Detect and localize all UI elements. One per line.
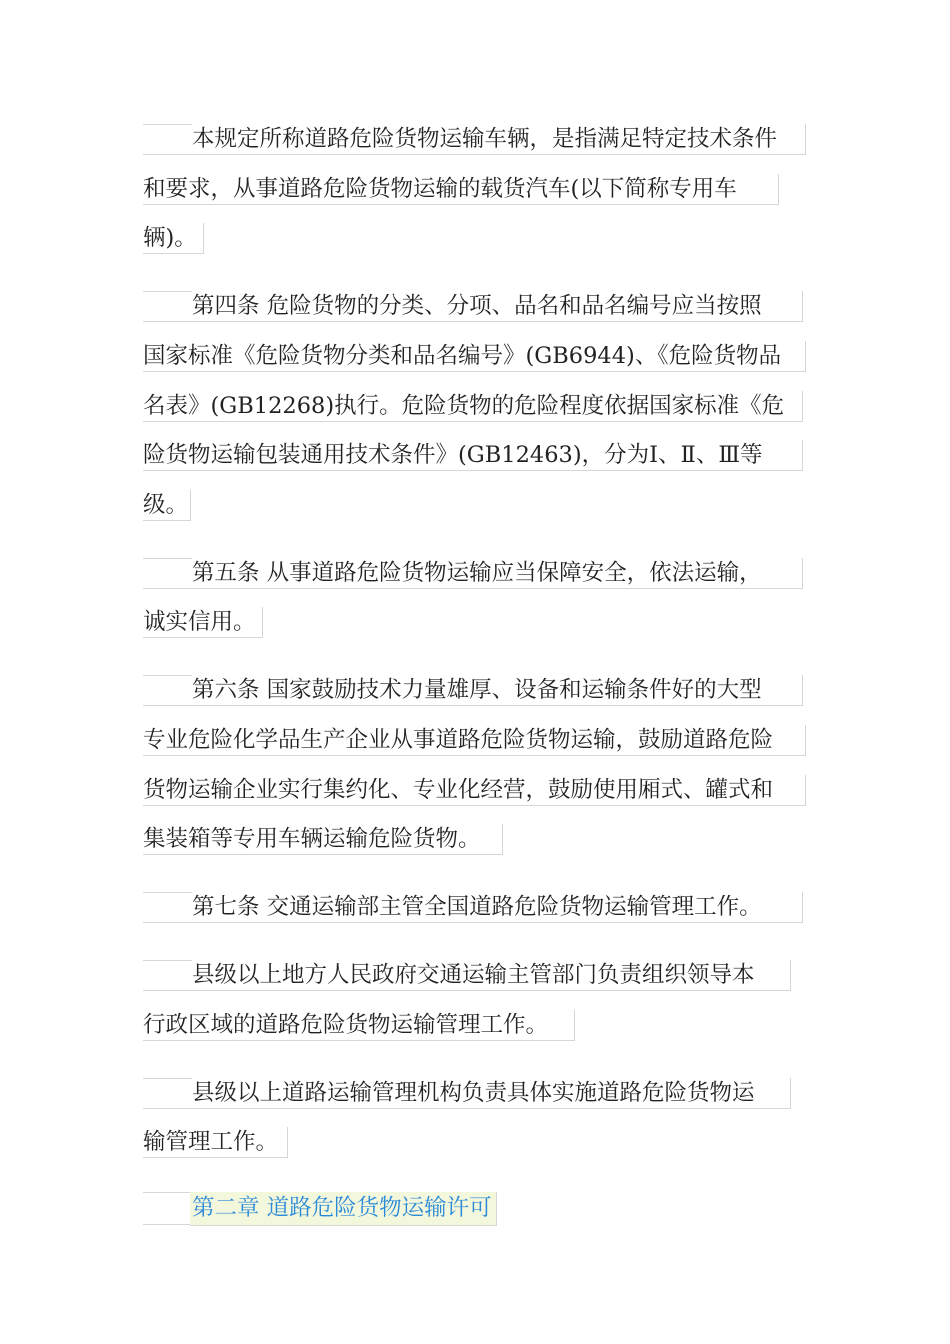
- article-6-line-2: 专业危险化学品生产企业从事道路危险货物运输，鼓励道路危险: [143, 725, 806, 756]
- article-5-line-1: 第五条 从事道路危险货物运输应当保障安全，依法运输，: [143, 558, 803, 589]
- article-6-line-1: 第六条 国家鼓励技术力量雄厚、设备和运输条件好的大型: [143, 675, 803, 706]
- article-6-line-3: 货物运输企业实行集约化、专业化经营，鼓励使用厢式、罐式和: [143, 775, 806, 806]
- article-4-line-1: 第四条 危险货物的分类、分项、品名和品名编号应当按照: [143, 291, 803, 322]
- article-5-line-2: 诚实信用。: [143, 607, 263, 638]
- article-4-line-3: 名表》(GB12268)执行。危险货物的危险程度依据国家标准《危: [143, 391, 803, 422]
- chapter-heading: 第二章 道路危险货物运输许可: [190, 1192, 497, 1226]
- paragraph-7-line-1: 县级以上道路运输管理机构负责具体实施道路危险货物运: [143, 1078, 791, 1109]
- article-6-line-4: 集装箱等专用车辆运输危险货物。: [143, 824, 503, 855]
- article-7-line-1: 第七条 交通运输部主管全国道路危险货物运输管理工作。: [143, 892, 803, 923]
- paragraph-1-line-2: 和要求，从事道路危险货物运输的载货汽车(以下简称专用车: [143, 174, 779, 205]
- paragraph-1-line-1: 本规定所称道路危险货物运输车辆，是指满足特定技术条件: [143, 124, 806, 155]
- paragraph-6-line-1: 县级以上地方人民政府交通运输主管部门负责组织领导本: [143, 960, 791, 991]
- article-4-line-2: 国家标准《危险货物分类和品名编号》(GB6944)、《危险货物品: [143, 341, 806, 372]
- article-4-line-4: 险货物运输包装通用技术条件》(GB12463)，分为Ⅰ、Ⅱ、Ⅲ等: [143, 440, 803, 471]
- paragraph-6-line-2: 行政区域的道路危险货物运输管理工作。: [143, 1010, 575, 1041]
- paragraph-1-line-3: 辆)。: [143, 223, 204, 254]
- chapter-heading-indent: [143, 1192, 190, 1225]
- paragraph-7-line-2: 输管理工作。: [143, 1127, 288, 1158]
- article-4-line-5: 级。: [143, 490, 191, 521]
